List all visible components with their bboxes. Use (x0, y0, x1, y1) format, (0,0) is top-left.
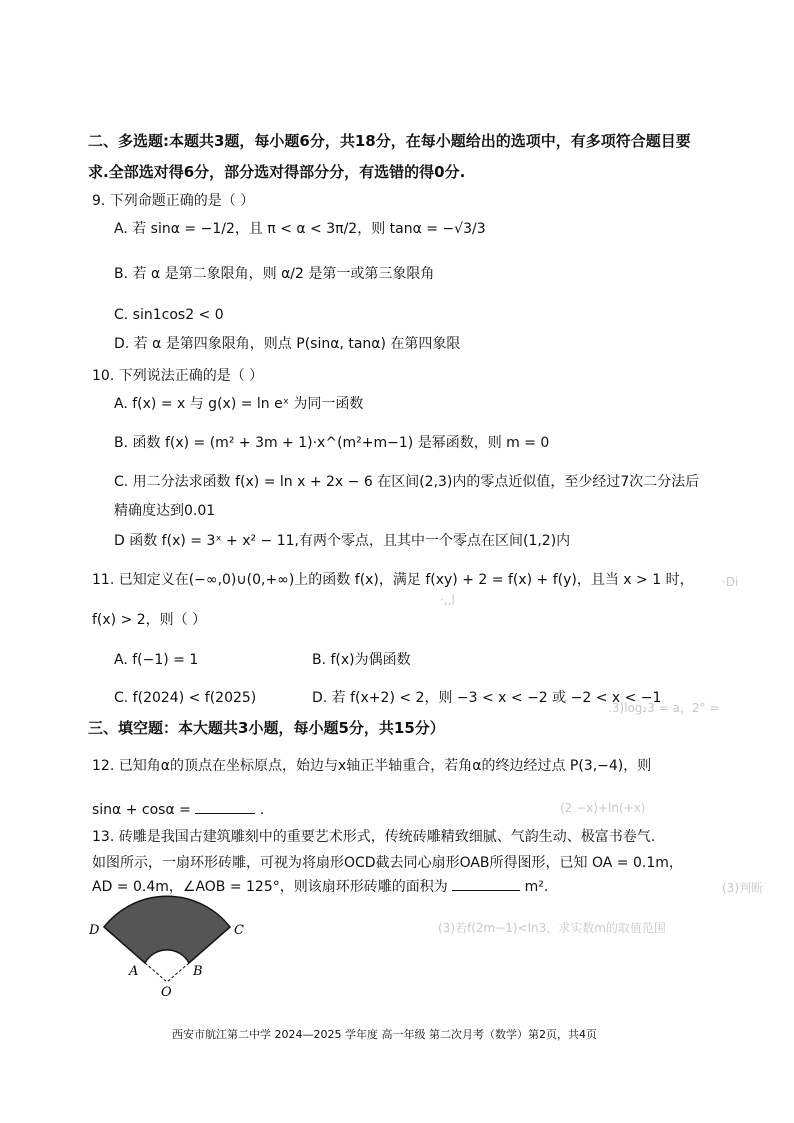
point-label-b: B (193, 964, 203, 979)
section3-heading: 三、填空题：本大题共3小题，每小题5分，共15分） (88, 719, 445, 737)
q10-option-d: D 函数 f(x) = 3ˣ + x² − 11,有两个零点，且其中一个零点在区间(1,2)内 (114, 533, 571, 549)
q9-option-d: D. 若 α 是第四象限角，则点 P(sinα, tanα) 在第四象限 (114, 336, 461, 352)
q12-answer-prefix: sinα + cosα = (92, 802, 191, 818)
bleed-through-text: (2 −x)+ln(+x) (560, 801, 646, 815)
q9-option-a: A. 若 sinα = −1/2，且 π < α < 3π/2，则 tanα = −√3/3 (114, 221, 486, 237)
q9-stem: 9. 下列命题正确的是（ ） (92, 193, 255, 209)
q10-option-b: B. 函数 f(x) = (m² + 3m + 1)·x^(m²+m−1) 是幂函数，则 m = 0 (114, 435, 550, 451)
q10-option-c-line1: C. 用二分法求函数 f(x) = ln x + 2x − 6 在区间(2,3)内的零点近似值，至少经过7次二分法后 (114, 474, 700, 490)
q13-answer-blank[interactable] (452, 876, 520, 891)
q11-stem-line2: f(x) > 2，则（ ） (92, 612, 207, 628)
q11-option-a: A. f(−1) = 1 (114, 652, 199, 668)
q9-option-b: B. 若 α 是第二象限角，则 α/2 是第一或第三象限角 (114, 266, 435, 282)
bleed-through-text: .3)log₂3 = a，2° = (608, 701, 720, 715)
q10-option-c-line2: 精确度达到0.01 (114, 503, 216, 519)
q11-option-c: C. f(2024) < f(2025) (114, 690, 257, 706)
q10-option-a: A. f(x) = x 与 g(x) = ln eˣ 为同一函数 (114, 396, 364, 412)
point-label-d: D (89, 923, 100, 938)
q11-stem-line1: 11. 已知定义在(−∞,0)∪(0,+∞)上的函数 f(x)，满足 f(xy) + 2 = f(x) + f(y)，且当 x > 1 时， (92, 572, 694, 588)
radius-ob-dashed (167, 963, 189, 982)
point-label-o: O (161, 985, 172, 1000)
q12-answer-blank[interactable] (195, 799, 255, 814)
q12-line1: 12. 已知角α的顶点在坐标原点，始边与x轴正半轴重合，若角α的终边经过点 P(3,−4)，则 (92, 758, 652, 774)
section2-heading-line1: 二、多选题:本题共3题，每小题6分，共18分，在每小题给出的选项中，有多项符合题目要 (88, 132, 691, 150)
q9-option-c: C. sin1cos2 < 0 (114, 307, 224, 323)
q12-line2 (92, 799, 264, 820)
radius-oa-dashed (145, 963, 167, 982)
q13-line2: 如图所示，一扇环形砖雕，可视为将扇形OCD截去同心扇形OAB所得图形，已知 OA = 0.1m， (92, 855, 683, 871)
q11-option-d: D. 若 f(x+2) < 2，则 −3 < x < −2 或 −2 < x < −1 (312, 690, 662, 706)
point-label-a: A (129, 964, 139, 979)
bleed-through-text: (3)判断 (722, 881, 763, 895)
q12-answer-suffix: . (259, 802, 265, 818)
bleed-through-text: (3)若f(2m−1)<ln3，求实数m的取值范围 (438, 921, 666, 935)
q13-line3-suffix: m². (524, 879, 549, 895)
q13-line3-prefix: AD = 0.4m，∠AOB = 125°，则该扇环形砖雕的面积为 (92, 879, 448, 895)
q13-line1: 13. 砖雕是我国古建筑雕刻中的重要艺术形式，传统砖雕精致细腻、气韵生动、极富书卷气. (92, 829, 656, 845)
annular-sector-shape (104, 896, 230, 963)
q10-stem: 10. 下列说法正确的是（ ） (92, 368, 264, 384)
q11-option-b: B. f(x)为偶函数 (312, 652, 411, 668)
annular-sector-figure (84, 890, 264, 1002)
bleed-through-text: ·Di (722, 575, 739, 589)
bleed-through-text: ·,,l (440, 593, 455, 607)
section2-heading-line2: 求.全部选对得6分，部分选对得部分分，有选错的得0分. (88, 163, 466, 181)
point-label-c: C (234, 923, 244, 938)
page-footer: 西安市航江第二中学 2024—2025 学年度 高一年级 第二次月考（数学）第2页，共4页 (172, 1028, 597, 1041)
